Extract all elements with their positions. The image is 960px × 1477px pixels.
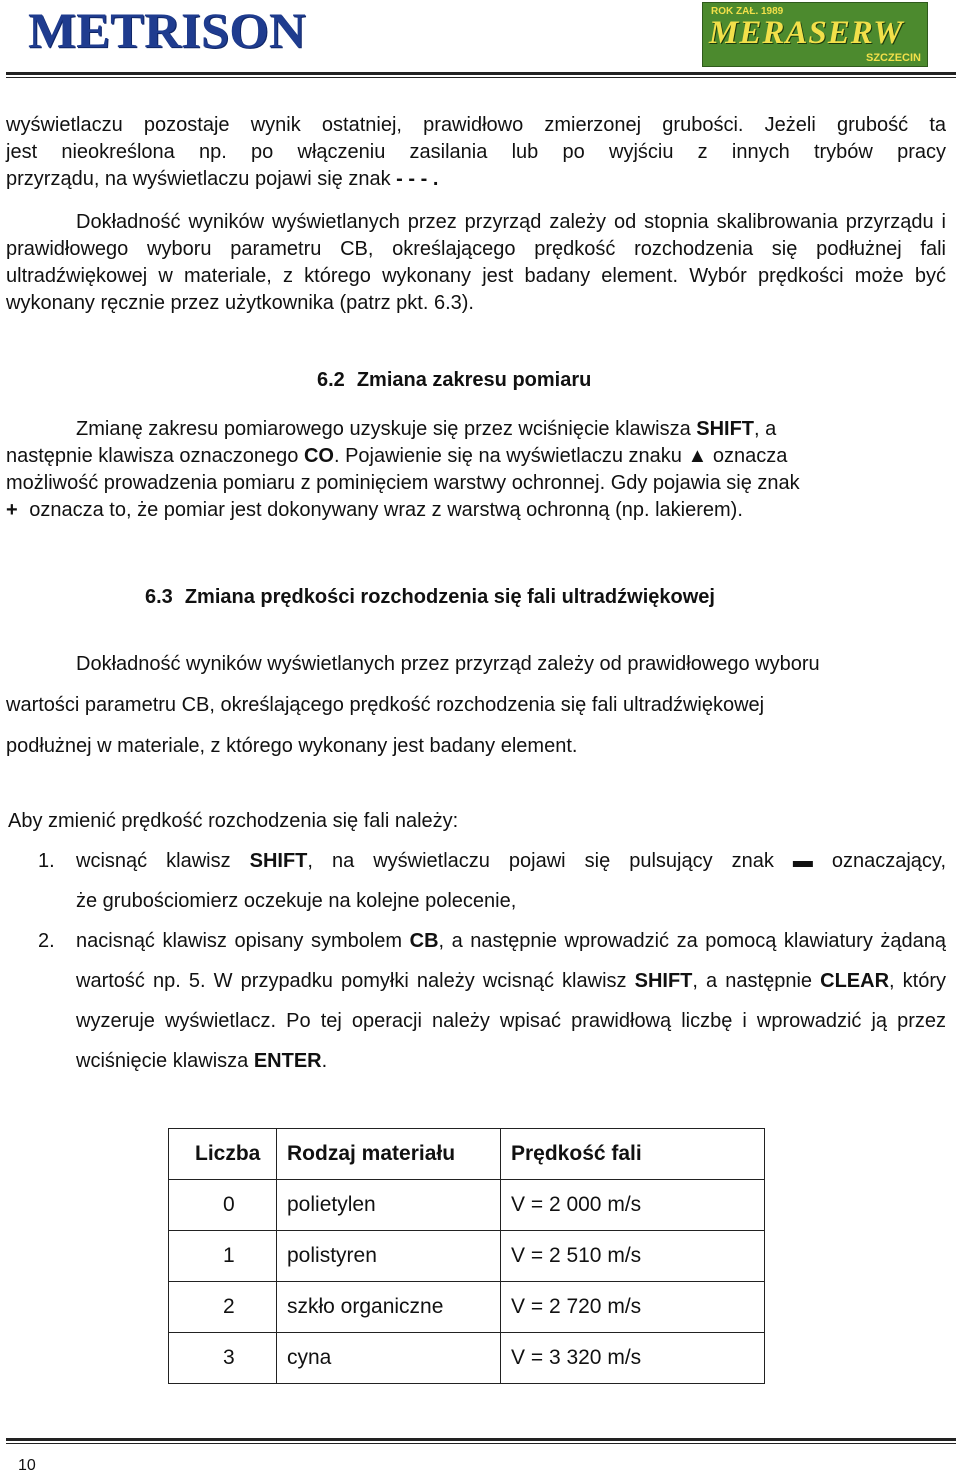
shift-key-label: SHIFT (249, 850, 308, 872)
list-item-1-line-1 (76, 841, 946, 881)
meraserw-logo (702, 2, 928, 67)
section-6-2-text-1: Zmianę zakresu pomiarowego uzyskuje się przez wciśnięcie klawisza (76, 418, 697, 440)
section-6-2-line-4 (6, 497, 946, 524)
meraserw-logo-city: SZCZECIN (866, 52, 921, 64)
list-item-2-text-g: , który wyzeruje wyświetlacz. Po tej operacji należy wpisać prawidłową liczbę i wprowadzić ją przez wciśnięcie klawisza (76, 970, 947, 1072)
table-cell: 3 (169, 1333, 277, 1384)
section-6-3-title: Zmiana prędkości rozchodzenia się fali ultradźwiękowej (184, 586, 715, 608)
table-cell: V = 3 320 m/s (501, 1333, 765, 1384)
header-rule (6, 72, 956, 75)
plus-symbol: + (6, 499, 18, 521)
dash-icon: ▬ (792, 850, 813, 872)
shift-key-label: SHIFT (696, 418, 755, 440)
table-row (169, 1180, 765, 1231)
enter-key-label: ENTER (253, 1050, 322, 1072)
section-6-2-text-7: oznacza to, że pomiar jest dokonywany wraz z warstwą ochronną (np. lakierem). (23, 499, 743, 521)
meraserw-logo-name: MERASERW (709, 15, 904, 51)
table-cell: 0 (169, 1180, 277, 1231)
paragraph-2: Dokładność wyników wyświetlanych przez przyrząd zależy od stopnia skalibrowania przyrządu i prawidłowego wyboru parametru CB, określającego prędkość rozchodzenia się podłużnej fali ultradźwiękowej w materiale, z którego wykonany jest badany element. Wybór prędkości może być wykonany ręcznie przez użytkownika (patrz pkt. 6.3). (6, 211, 946, 314)
table-cell: cyna (277, 1333, 501, 1384)
list-item-2-text-c: , a następnie wprowadzić za pomocą klawiatury żądaną wartość np. 5. W przypadku pomyłki należy wcisnąć klawisz (76, 930, 946, 992)
section-6-2-line-1 (6, 416, 946, 443)
velocity-table (168, 1128, 765, 1384)
clear-key-label: CLEAR (820, 970, 890, 992)
shift-key-label: SHIFT (634, 970, 693, 992)
section-6-2-text-5: oznacza (707, 445, 788, 467)
co-key-label: CO (303, 445, 334, 467)
table-cell: polistyren (277, 1231, 501, 1282)
triangle-icon: ▲ (687, 445, 708, 467)
table-cell: V = 2 510 m/s (501, 1231, 765, 1282)
section-6-2-text-3: następnie klawisza oznaczonego (6, 445, 304, 467)
table-cell: 2 (169, 1282, 277, 1333)
footer-rule (6, 1438, 956, 1441)
list-item-2-text-a: nacisnąć klawisz opisany symbolem (76, 930, 410, 952)
table-cell: 1 (169, 1231, 277, 1282)
paragraph-1-line-1: wyświetlaczu pozostaje wynik ostatniej, prawidłowo zmierzonej grubości. Jeżeli grubość ta (6, 114, 946, 136)
list-item-1-text-e: oznaczający, (812, 850, 946, 872)
section-6-2-title: Zmiana zakresu pomiaru (356, 369, 592, 391)
section-6-2-text-4: . Pojawienie się na wyświetlaczu znaku (333, 445, 688, 467)
paragraph-1-line-3 (6, 166, 946, 193)
table-row (169, 1333, 765, 1384)
list-item-text (76, 841, 946, 921)
table-cell: V = 2 000 m/s (501, 1180, 765, 1231)
section-6-2-text-2: , a (754, 418, 777, 440)
paragraph-1-line-3-text: przyrządu, na wyświetlaczu pojawi się znak (6, 168, 397, 190)
table-cell: V = 2 720 m/s (501, 1282, 765, 1333)
section-6-2-number: 6.2 (317, 369, 345, 391)
column-header-number: Liczba (169, 1129, 277, 1180)
column-header-velocity: Prędkość fali (501, 1129, 765, 1180)
metrison-logo-text: METRISON (28, 2, 306, 58)
paragraph-1-line-2: jest nieokreślona np. po włączeniu zasilania lub po wyjściu z innych trybów pracy (6, 141, 946, 163)
metrison-logo (28, 2, 306, 58)
section-6-3-line-1: Dokładność wyników wyświetlanych przez przyrząd zależy od prawidłowego wyboru (76, 653, 820, 675)
header-rule-thin (6, 77, 956, 78)
section-6-2-line-2 (6, 443, 946, 470)
dashes-symbol: - - - . (396, 168, 439, 190)
section-6-2-line-3: możliwość prowadzenia pomiaru z pominięciem warstwy ochronnej. Gdy pojawia się znak (6, 472, 800, 494)
page-number: 10 (18, 1457, 36, 1474)
list-item-2-text-i: . (321, 1050, 328, 1072)
list-item-1-line-2: że grubościomierz oczekuje na kolejne polecenie, (76, 890, 517, 912)
list-item-1-text-c: , na wyświetlaczu pojawi się pulsujący znak (307, 850, 793, 872)
steps-list (0, 841, 960, 1101)
section-6-3-intro: Aby zmienić prędkość rozchodzenia się fali należy: (8, 810, 459, 832)
column-header-material: Rodzaj materiału (277, 1129, 501, 1180)
section-6-3-heading (145, 586, 715, 609)
cb-key-label: CB (409, 930, 439, 952)
list-item-number: 2. (38, 930, 55, 952)
table-row (169, 1282, 765, 1333)
list-item-1-text-a: wcisnąć klawisz (76, 850, 250, 872)
table-cell: szkło organiczne (277, 1282, 501, 1333)
list-item-2-text-e: , a następnie (692, 970, 821, 992)
section-6-2-heading (317, 369, 591, 392)
list-item-text (76, 921, 946, 1081)
section-6-2-body (6, 416, 946, 524)
table-row (169, 1231, 765, 1282)
list-item-number: 1. (38, 850, 55, 872)
table-header-row (169, 1129, 765, 1180)
paragraph-1 (6, 112, 946, 193)
table-cell: polietylen (277, 1180, 501, 1231)
meraserw-logo-year: ROK ZAŁ. 1989 (711, 6, 784, 17)
footer-rule-thin (6, 1443, 956, 1444)
section-6-3-number: 6.3 (145, 586, 173, 608)
section-6-3-line-3: podłużnej w materiale, z którego wykonany jest badany element. (6, 735, 578, 757)
section-6-3-line-2: wartości parametru CB, określającego prędkość rozchodzenia się fali ultradźwiękowej (6, 694, 765, 716)
section-6-3-body (6, 644, 946, 767)
